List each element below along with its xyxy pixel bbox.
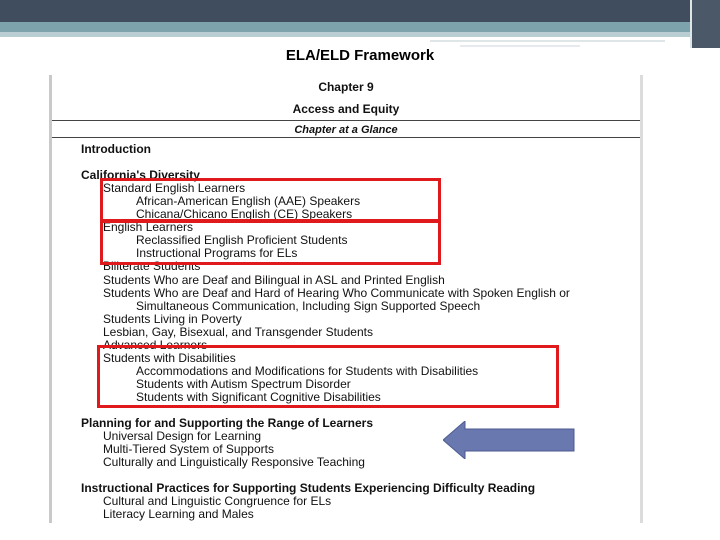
highlight-box-students-with-disabilities (97, 345, 559, 408)
document-left-edge (49, 75, 52, 523)
topic-line: Standard English Learners (103, 181, 246, 195)
header-rule-top (52, 120, 640, 121)
topic-line: Students Who are Deaf and Bilingual in ASL and Printed English (103, 273, 445, 287)
slide-divider-line (430, 40, 665, 42)
subtopic-line: Chicana/Chicano English (CE) Speakers (136, 207, 353, 221)
highlight-box-standard-english-learners (100, 178, 441, 222)
left-arrow-icon (443, 421, 577, 459)
highlight-box-english-learners (100, 220, 441, 265)
section-heading: Planning for and Supporting the Range of Learners (81, 416, 374, 430)
section-heading: Introduction (81, 142, 151, 156)
topic-line: Literacy Learning and Males (103, 507, 254, 521)
topic-line: Students Who are Deaf and Hard of Hearing Who Communicate with Spoken English or (103, 286, 570, 300)
document-right-edge (640, 75, 643, 523)
subtopic-line: Simultaneous Communication, Including Sign Supported Speech (136, 299, 481, 313)
subtopic-line: Accommodations and Modifications for Students with Disabilities (136, 364, 479, 378)
topic-line: Lesbian, Gay, Bisexual, and Transgender Students (103, 325, 373, 339)
topic-line: Multi-Tiered System of Supports (103, 442, 274, 456)
slide-title: ELA/ELD Framework (285, 47, 435, 64)
topic-line: Universal Design for Learning (103, 429, 262, 443)
topic-line: Students Living in Poverty (103, 312, 242, 326)
slide-top-stripe (0, 22, 720, 32)
slide-top-bar (0, 0, 720, 22)
chapter-heading: Chapter 9 (318, 80, 374, 94)
slide-corner-decoration (690, 0, 720, 48)
topic-line: English Learners (103, 220, 194, 234)
topic-line: Cultural and Linguistic Congruence for ELs (103, 494, 332, 508)
section-heading: Instructional Practices for Supporting Students Experiencing Difficulty Reading (81, 481, 536, 495)
chapter-subject: Access and Equity (292, 102, 400, 116)
subtopic-line: Students with Significant Cognitive Disabilities (136, 390, 381, 404)
subtopic-line: Instructional Programs for ELs (136, 246, 298, 260)
topic-line: Advanced Learners (103, 338, 208, 352)
slide-top-stripe-light (0, 32, 720, 37)
subtopic-line: Reclassified English Proficient Students (136, 233, 348, 247)
subtopic-line: African-American English (AAE) Speakers (136, 194, 361, 208)
topic-line: Culturally and Linguistically Responsive Teaching (103, 455, 365, 469)
topic-line: Students with Disabilities (103, 351, 236, 365)
section-heading: California's Diversity (81, 168, 200, 182)
topic-line: Biliterate Students (103, 259, 201, 273)
chapter-subtitle: Chapter at a Glance (294, 124, 398, 136)
header-rule-bottom (52, 137, 640, 138)
subtopic-line: Students with Autism Spectrum Disorder (136, 377, 351, 391)
